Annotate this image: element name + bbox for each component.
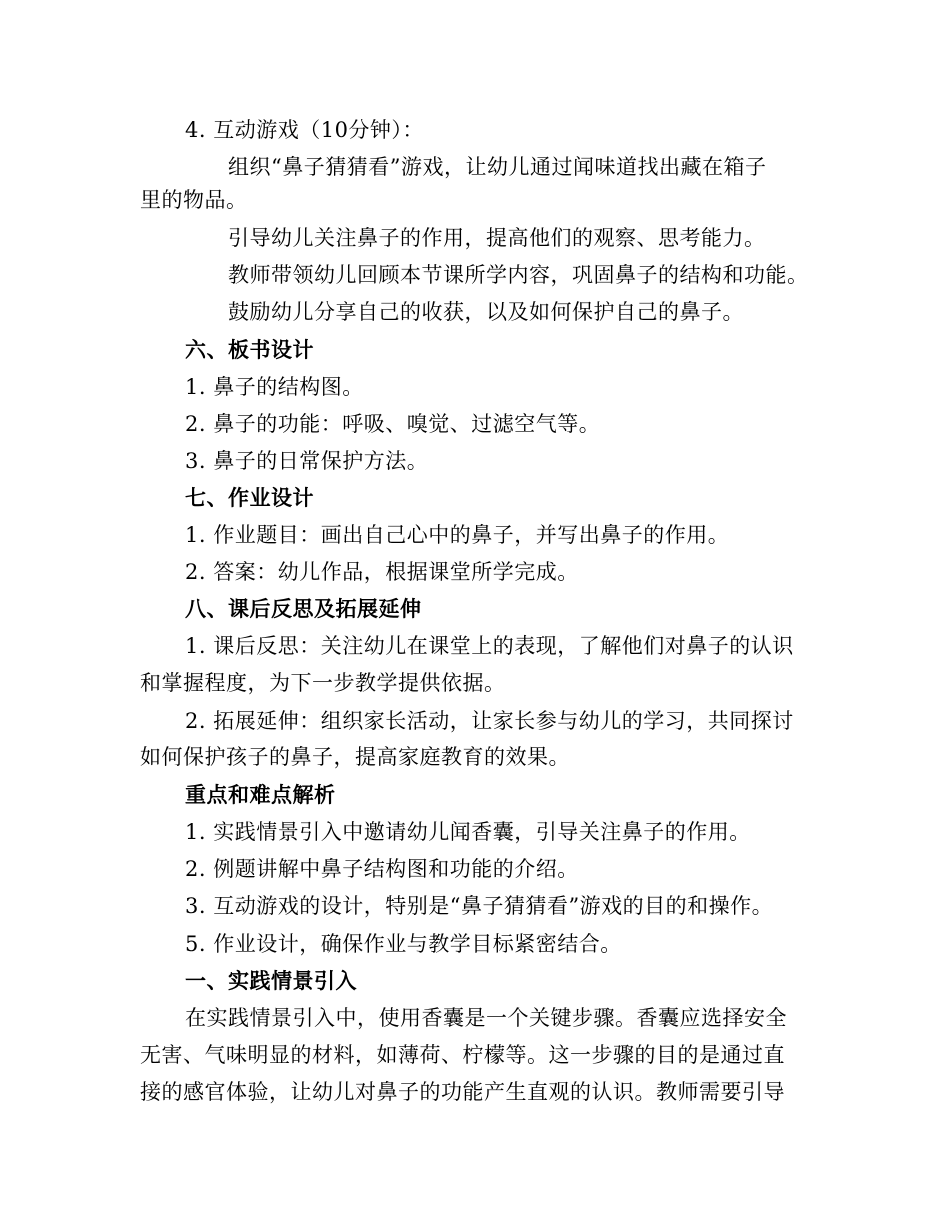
section-heading: 八、课后反思及拓展延伸 (185, 597, 422, 621)
text-line: 引导幼儿关注鼻子的作用，提高他们的观察、思考能力。 (228, 226, 766, 250)
text-line: 2. 例题讲解中鼻子结构图和功能的介绍。 (185, 857, 579, 881)
text-line: 教师带领幼儿回顾本节课所学内容，巩固鼻子的结构和功能。 (228, 263, 809, 287)
text-line: 3. 鼻子的日常保护方法。 (185, 449, 429, 473)
text-line: 如何保护孩子的鼻子，提高家庭教育的效果。 (140, 745, 570, 769)
text-line: 1. 课后反思：关注幼儿在课堂上的表现，了解他们对鼻子的认识 (185, 634, 794, 658)
text-line: 3. 互动游戏的设计，特别是“鼻子猜猜看”游戏的目的和操作。 (185, 894, 774, 918)
text-line: 1. 实践情景引入中邀请幼儿闻香囊，引导关注鼻子的作用。 (185, 820, 751, 844)
text-line: 5. 作业设计，确保作业与教学目标紧密结合。 (185, 932, 622, 956)
text-line: 4. 互动游戏（10分钟）： (185, 118, 424, 142)
text-line: 里的物品。 (140, 188, 248, 212)
text-line: 无害、气味明显的材料，如薄荷、柠檬等。这一步骤的目的是通过直 (140, 1043, 785, 1067)
text-line: 2. 鼻子的功能：呼吸、嗅觉、过滤空气等。 (185, 412, 601, 436)
text-line: 和掌握程度，为下一步教学提供依据。 (140, 671, 506, 695)
text-line: 接的感官体验，让幼儿对鼻子的功能产生直观的认识。教师需要引导 (140, 1080, 785, 1104)
section-heading: 一、实践情景引入 (185, 969, 357, 993)
text-line: 2. 答案：幼儿作品，根据课堂所学完成。 (185, 560, 579, 584)
section-heading: 重点和难点解析 (185, 783, 336, 807)
text-line: 鼓励幼儿分享自己的收获，以及如何保护自己的鼻子。 (228, 300, 744, 324)
text-line: 在实践情景引入中，使用香囊是一个关键步骤。香囊应选择安全 (185, 1006, 787, 1030)
text-line: 组织“鼻子猜猜看”游戏，让幼儿通过闻味道找出藏在箱子 (228, 155, 767, 179)
section-heading: 七、作业设计 (185, 486, 314, 510)
text-line: 2. 拓展延伸：组织家长活动，让家长参与幼儿的学习，共同探讨 (185, 709, 794, 733)
text-line: 1. 作业题目：画出自己心中的鼻子，并写出鼻子的作用。 (185, 523, 730, 547)
text-line: 1. 鼻子的结构图。 (185, 375, 364, 399)
section-heading: 六、板书设计 (185, 338, 314, 362)
